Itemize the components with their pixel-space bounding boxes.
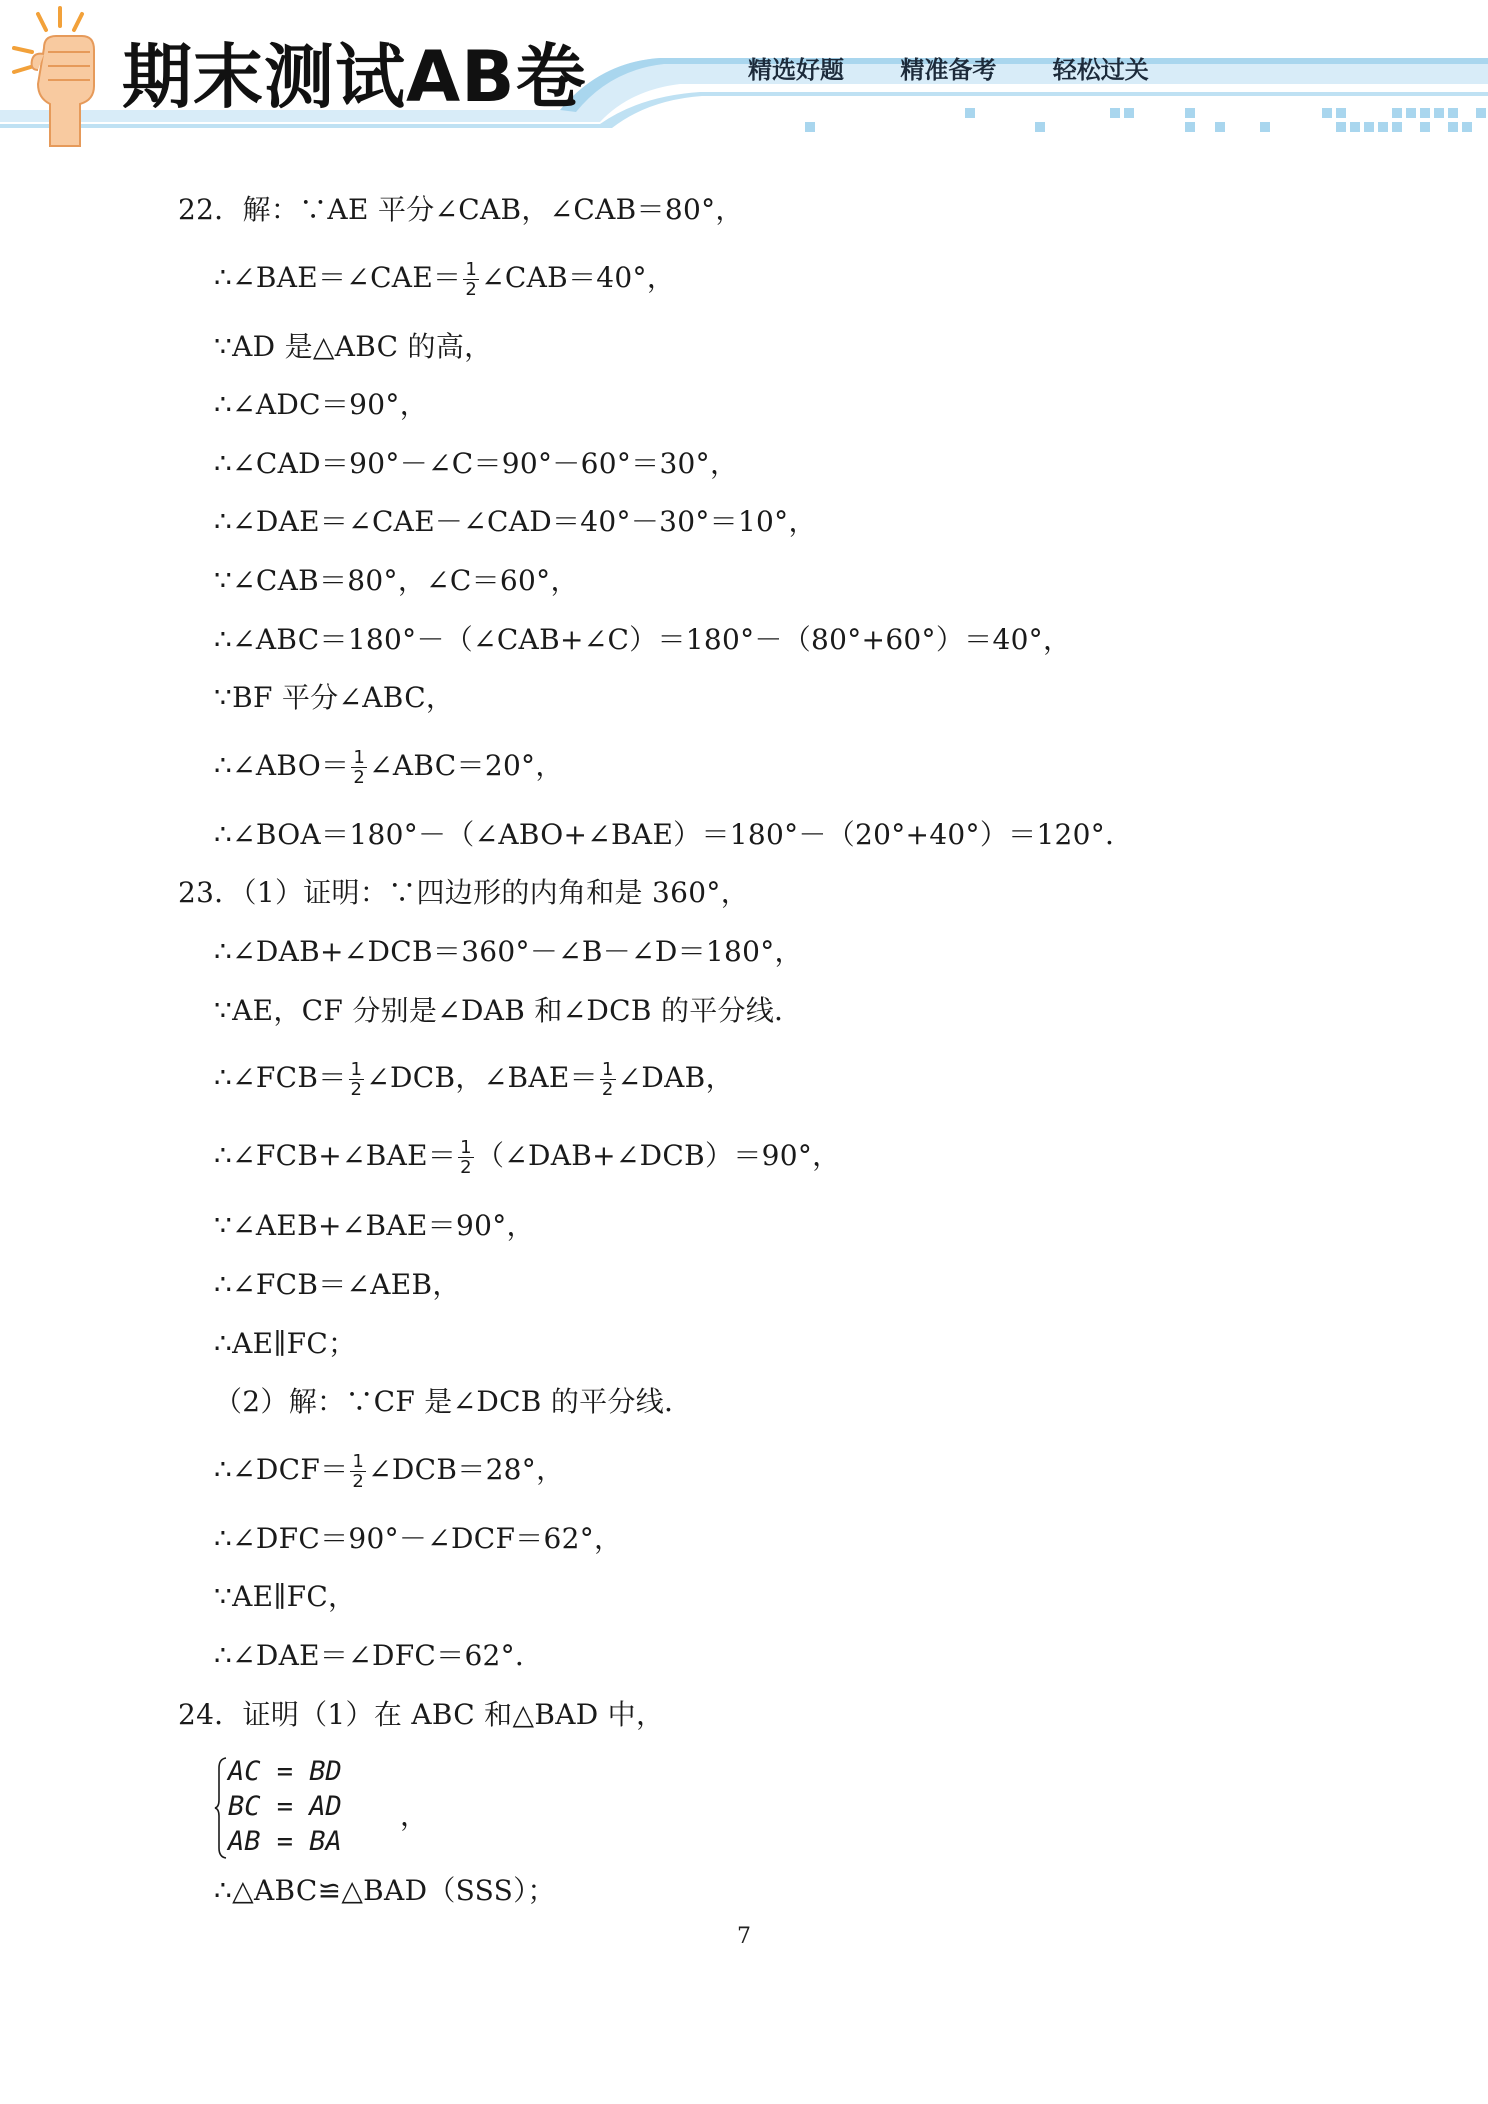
solution-line (214, 748, 564, 787)
fraction-denominator: 2 (350, 1079, 363, 1100)
slogan (748, 58, 1175, 82)
slogan-item: 精准备考 (900, 56, 997, 84)
solution-line (214, 1060, 734, 1099)
left-brace-icon (214, 1756, 228, 1860)
fraction-denominator: 2 (353, 767, 366, 788)
line-text: ∴∠ABO＝ (214, 749, 350, 782)
fraction-numerator: 1 (465, 259, 478, 280)
solution-line: ∴∠DFC＝90°－∠DCF＝62°， (214, 1522, 623, 1555)
solution-line: ∴∠BOA＝180°－（∠ABO+∠BAE）＝180°－（20°+40°）＝120°． (214, 818, 1134, 851)
equation: BC = AD (228, 1791, 342, 1822)
line-text: ∠DAB， (617, 1061, 734, 1094)
solution-line (214, 260, 675, 299)
solution-line: ∴∠DAE＝∠CAE－∠CAD＝40°－30°＝10°， (214, 505, 817, 538)
line-text: ∠ABC＝20°， (369, 749, 564, 782)
fraction-denominator: 2 (465, 279, 478, 300)
fraction (463, 260, 479, 299)
line-text: ∠DCB＝28°， (368, 1453, 565, 1486)
fraction-numerator: 1 (353, 747, 366, 768)
equation: AC = BD (228, 1756, 342, 1787)
solution-line: ∴AE∥FC； (214, 1327, 357, 1360)
fraction (349, 1060, 365, 1099)
solution-line: 24．证明（1）在 ABC 和△BAD 中， (178, 1698, 665, 1731)
line-text: ∠CAB＝40°， (481, 261, 676, 294)
equations (228, 1754, 342, 1859)
system-trailing-comma: ， (400, 1799, 429, 1832)
solution-line: ∴∠FCB＝∠AEB， (214, 1268, 461, 1301)
solution-line: ∵AE，CF 分别是∠DAB 和∠DCB 的平分线． (214, 994, 803, 1027)
fraction-denominator: 2 (460, 1157, 472, 1178)
fraction (600, 1060, 616, 1099)
solution-line: ∵BF 平分∠ABC， (214, 681, 455, 714)
solution-line: ∴△ABC≌△BAD（SSS）； (214, 1874, 556, 1907)
solution-line: ∴∠CAD＝90°－∠C＝90°－60°＝30°， (214, 447, 739, 480)
fist-icon (8, 0, 118, 150)
slogan-item: 轻松过关 (1052, 56, 1149, 84)
solution-line: 23．（1）证明：∵四边形的内角和是 360°， (178, 876, 749, 909)
solution-line: （2）解：∵CF 是∠DCB 的平分线． (214, 1385, 693, 1418)
line-text: ∴∠BAE＝∠CAE＝ (214, 261, 462, 294)
line-text: ∴∠DCF＝ (214, 1453, 349, 1486)
solution-line: ∴∠DAB+∠DCB＝360°－∠B－∠D＝180°， (214, 935, 803, 968)
solution-line: ∵∠CAB＝80°，∠C＝60°， (214, 564, 579, 597)
fraction-numerator: 1 (352, 1451, 365, 1472)
fraction (350, 1452, 366, 1491)
fraction-numerator: 1 (460, 1137, 472, 1158)
line-text: ∠DCB，∠BAE＝ (366, 1061, 598, 1094)
line-text: ∴∠FCB+∠BAE＝ (214, 1139, 457, 1172)
solution-line: ∴∠ABC＝180°－（∠CAB+∠C）＝180°－（80°+60°）＝40°， (214, 623, 1072, 656)
solution-line: ∴∠DAE＝∠DFC＝62°． (214, 1639, 544, 1672)
fraction-numerator: 1 (601, 1059, 614, 1080)
fraction (458, 1138, 474, 1177)
fraction-denominator: 2 (352, 1471, 365, 1492)
fraction-denominator: 2 (601, 1079, 614, 1100)
solution-line (214, 1138, 840, 1177)
line-text: ∴∠FCB＝ (214, 1061, 347, 1094)
solution-line: ∵AD 是△ABC 的高， (214, 330, 493, 363)
brand-title: 期末测试AB卷 (122, 36, 587, 118)
solution-line: ∴∠ADC＝90°， (214, 388, 428, 421)
page-header (0, 0, 1488, 150)
solution-line: ∵∠AEB+∠BAE＝90°， (214, 1209, 535, 1242)
solution-line: 22．解：∵AE 平分∠CAB，∠CAB＝80°， (178, 193, 744, 226)
equation: AB = BA (228, 1826, 342, 1857)
slogan-item: 精选好题 (748, 56, 844, 84)
fraction-numerator: 1 (350, 1059, 363, 1080)
solution-line (214, 1452, 564, 1491)
fraction (351, 748, 367, 787)
line-text: （∠DAB+∠DCB）＝90°， (475, 1139, 841, 1172)
page-number: 7 (737, 1924, 751, 1949)
solution-line: ∵AE∥FC， (214, 1580, 357, 1613)
